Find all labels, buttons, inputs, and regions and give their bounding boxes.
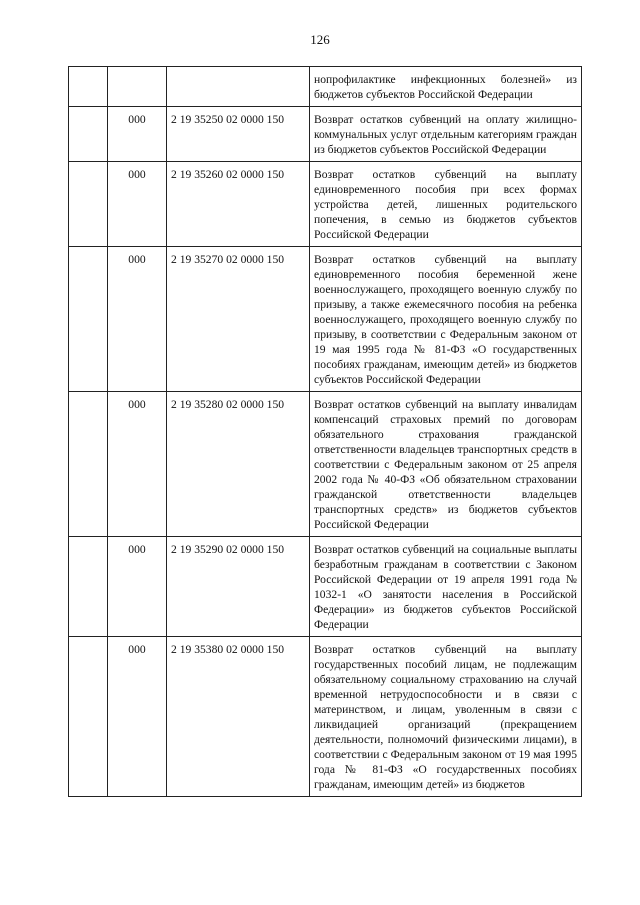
- description-cell: Возврат остатков субвенций на выплату государственных пособий лицам, не подлежащим обязательному социальному страхованию на случай временной нетрудоспособности и в связи с материнством, и лицам, уволенным в связи с ликвидацией организаций (прекращением деятельности, полномочий физическими лицами), в соответствии с Федеральным законом от 19 мая 1995 года № 81-ФЗ «О государственных пособиях гражданам, имеющим детей» из бюджетов: [310, 637, 582, 797]
- description-cell: Возврат остатков субвенций на оплату жилищно-коммунальных услуг отдельным категориям граждан из бюджетов субъектов Российской Федерации: [310, 107, 582, 162]
- description-cell: Возврат остатков субвенций на выплату единовременного пособия при всех формах устройства детей, лишенных родительского попечения, в семью из бюджетов субъектов Российской Федерации: [310, 162, 582, 247]
- empty-cell: [69, 392, 108, 537]
- table-row: [69, 67, 582, 107]
- kbk-code-cell: 2 19 35290 02 0000 150: [167, 537, 310, 637]
- admin-code-cell: 000: [108, 162, 167, 247]
- table-row: [69, 537, 582, 637]
- empty-cell: [69, 107, 108, 162]
- table-row: [69, 107, 582, 162]
- admin-code-cell: 000: [108, 392, 167, 537]
- kbk-code-cell: 2 19 35270 02 0000 150: [167, 247, 310, 392]
- admin-code-cell: 000: [108, 247, 167, 392]
- kbk-code-cell: 2 19 35260 02 0000 150: [167, 162, 310, 247]
- table-row: [69, 162, 582, 247]
- description-cell: Возврат остатков субвенций на социальные выплаты безработным гражданам в соответствии с Законом Российской Федерации от 19 апреля 1991 года № 1032-1 «О занятости населения в Российской Федерации» из бюджетов субъектов Российской Федерации: [310, 537, 582, 637]
- admin-code-cell: 000: [108, 537, 167, 637]
- empty-cell: [69, 247, 108, 392]
- admin-code-cell: 000: [108, 107, 167, 162]
- table-row: [69, 392, 582, 537]
- empty-cell: [69, 162, 108, 247]
- description-cell: нопрофилактике инфекционных болезней» из бюджетов субъектов Российской Федерации: [310, 67, 582, 107]
- page-number: 126: [310, 32, 330, 47]
- empty-cell: [69, 637, 108, 797]
- description-cell: Возврат остатков субвенций на выплату инвалидам компенсаций страховых премий по договорам обязательного страхования гражданской ответственности владельцев транспортных средств в соответствии с Федеральным законом от 25 апреля 2002 года № 40-ФЗ «Об обязательном страховании гражданской ответственности владельцев транспортных средств» из бюджетов субъектов Российской Федерации: [310, 392, 582, 537]
- empty-cell: [69, 537, 108, 637]
- budget-codes-table: [68, 66, 582, 797]
- kbk-code-cell: 2 19 35250 02 0000 150: [167, 107, 310, 162]
- empty-cell: [69, 67, 108, 107]
- description-cell: Возврат остатков субвенций на выплату единовременного пособия беременной жене военнослужащего, проходящего военную службу по призыву, а также ежемесячного пособия на ребенка военнослужащего, проходящего военную службу по призыву, в соответствии с Федеральным законом от 19 мая 1995 года № 81-ФЗ «О государственных пособиях гражданам, имеющим детей» из бюджетов субъектов Российской Федерации: [310, 247, 582, 392]
- admin-code-cell: [108, 67, 167, 107]
- table-row: [69, 637, 582, 797]
- admin-code-cell: 000: [108, 637, 167, 797]
- kbk-code-cell: 2 19 35380 02 0000 150: [167, 637, 310, 797]
- kbk-code-cell: 2 19 35280 02 0000 150: [167, 392, 310, 537]
- table-row: [69, 247, 582, 392]
- kbk-code-cell: [167, 67, 310, 107]
